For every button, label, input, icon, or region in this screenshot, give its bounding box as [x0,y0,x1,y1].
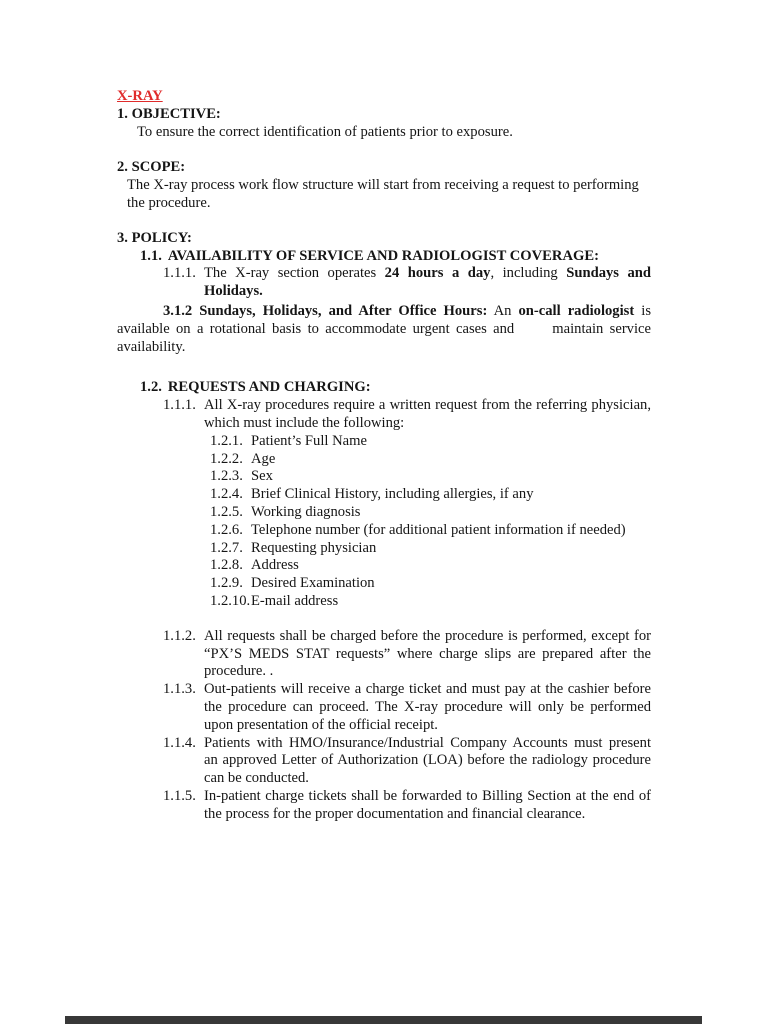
next-page-edge [65,1016,702,1024]
after-hours-paragraph: 3.1.2 Sundays, Holidays, and After Office Hours: An on-call radiologist is available on a rotational basis to accommodate urgent cases and maintain service availability. [117,302,652,355]
objective-heading: 1. OBJECTIVE: [117,105,221,122]
list-item: 1.2.7. Requesting physician [210,539,377,556]
policy-section [117,230,651,824]
list-item: 1.2.4. Brief Clinical History, including allergies, if any [210,486,534,503]
document-content [117,0,651,823]
list-item: 1.2.2. Age [210,450,276,467]
charging-item: 1.1.2. All requests shall be charged before the procedure is performed, except for “PX’S MEDS STAT requests” where charge slips are prepared after the procedure. . [163,627,651,680]
availability-heading [140,248,651,266]
title-row [117,88,651,106]
requests-heading-number: 1.2. [140,379,162,396]
charging-item: 1.1.3. Out-patients will receive a charge ticket and must pay at the cashier before the procedure can proceed. The X-ray procedure will only be performed upon presentation of the official receipt. [163,681,651,733]
list-item: 1.2.3. Sex [210,468,273,485]
availability-item [163,265,651,301]
availability-heading-number: 1.1. [140,247,162,264]
charging-item: 1.1.5. In-patient charge tickets shall be forwarded to Billing Section at the end of the process for the proper documentation and financial clearance. [163,787,651,822]
list-item: 1.2.1. Patient’s Full Name [210,432,367,449]
requests-intro-text: All X-ray procedures require a written request from the referring physician, which must include the following: [204,397,651,431]
requests-heading-label: REQUESTS AND CHARGING: [167,379,371,396]
requests-section [117,379,651,823]
x-ray-link[interactable]: X-RAY [117,88,163,104]
list-item: 1.2.5. Working diagnosis [210,503,361,520]
availability-item-number: 1.1.1. [163,265,196,282]
scope-section [117,159,651,212]
requests-intro [163,397,651,433]
list-item: 1.2.9. Desired Examination [210,575,375,592]
list-item: 1.2.6. Telephone number (for additional patient information if needed) [210,521,626,538]
scope-body: The X-ray process work flow structure will start from receiving a request to performing the procedure. [127,177,639,211]
list-item: 1.2.10. E-mail address [210,592,339,609]
scope-heading: 2. SCOPE: [117,159,186,176]
list-item: 1.2.8. Address [210,557,299,574]
policy-heading: 3. POLICY: [117,229,192,246]
charging-item: 1.1.4. Patients with HMO/Insurance/Industrial Company Accounts must present an approved Letter of Authorization (LOA) before the radiology procedure can be conducted. [163,734,651,787]
requests-intro-number: 1.1.1. [163,397,196,414]
availability-item-text: The X-ray section operates 24 hours a day, including Sundays and Holidays. [204,265,651,300]
requests-heading [140,379,651,397]
objective-body: To ensure the correct identification of patients prior to exposure. [137,123,513,140]
availability-heading-label: AVAILABILITY OF SERVICE AND RADIOLOGIST COVERAGE: [167,247,599,264]
